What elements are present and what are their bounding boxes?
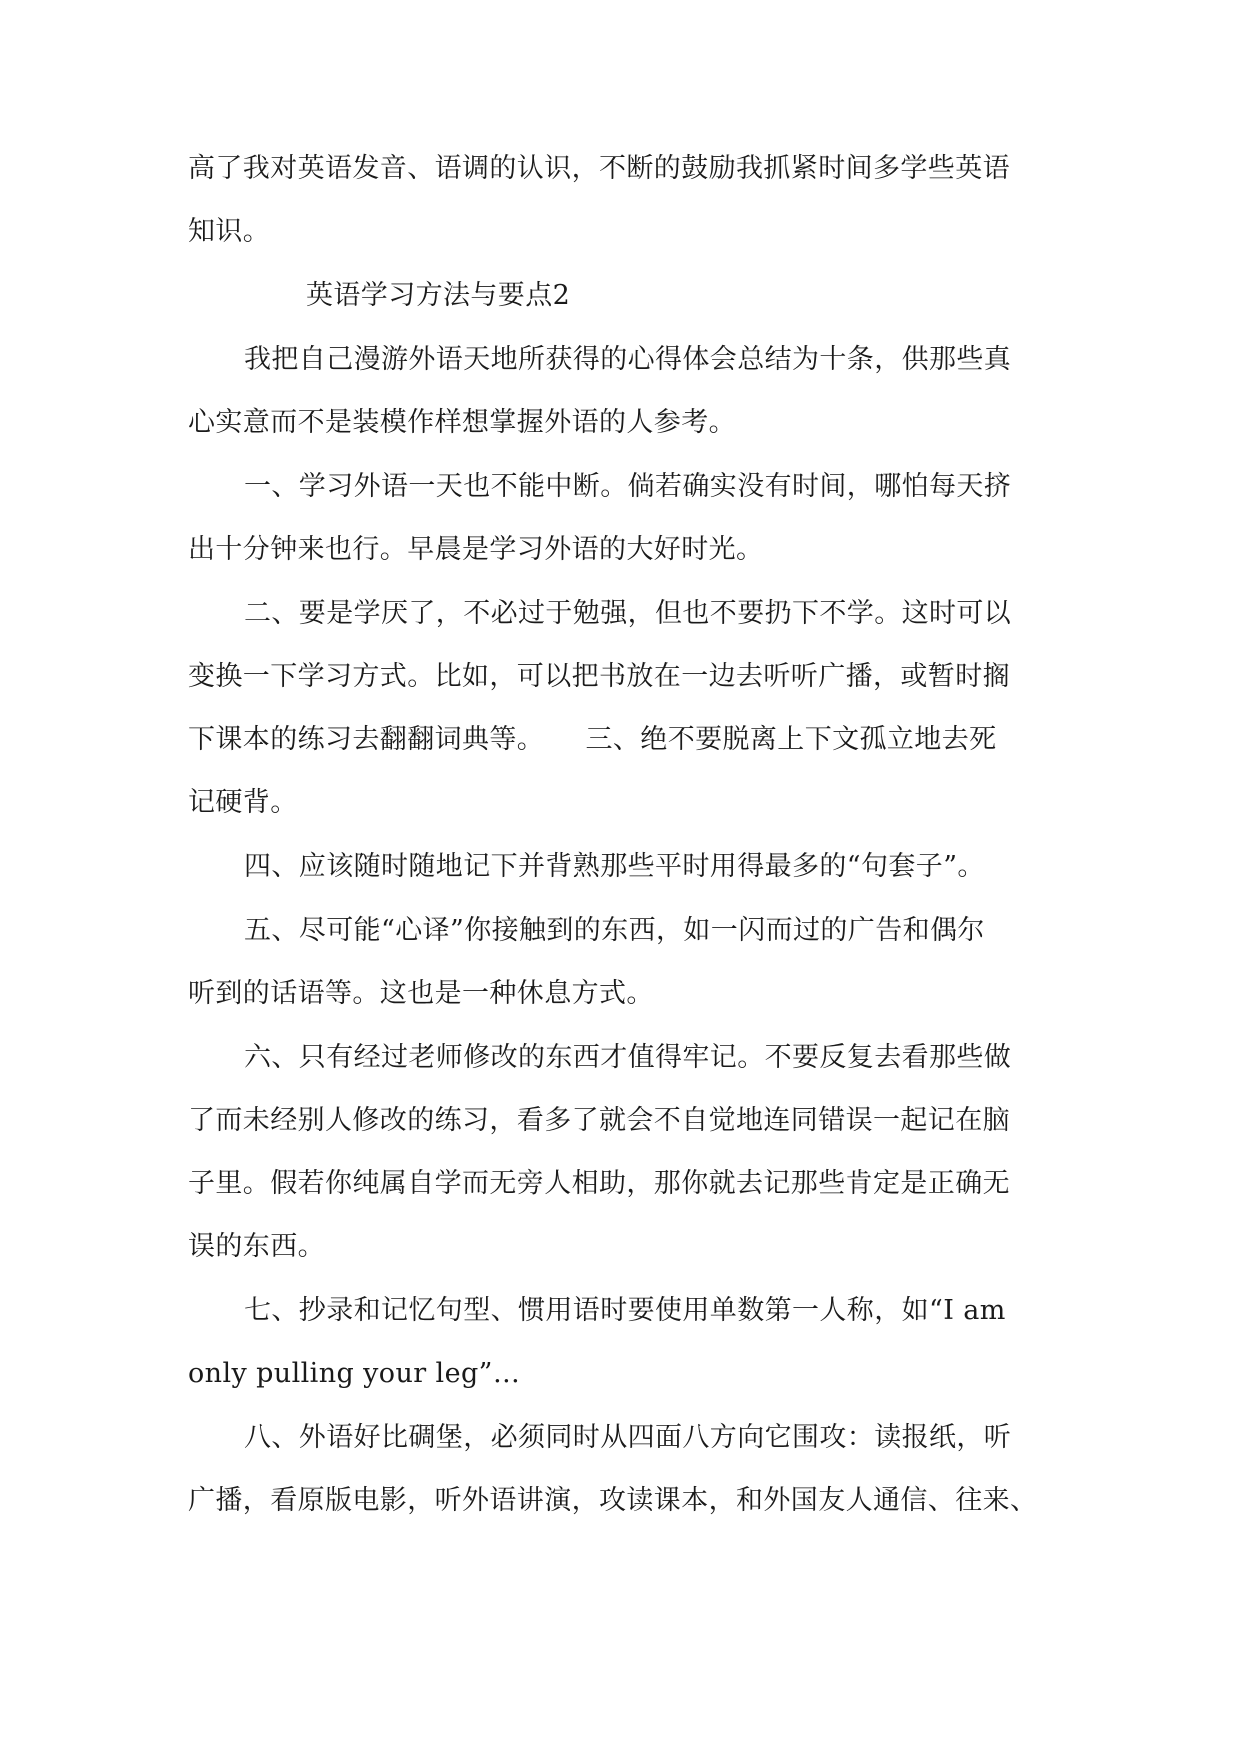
text-line: 高了我对英语发音、语调的认识，不断的鼓励我抓紧时间多学些英语: [188, 153, 1010, 184]
text-line: only pulling your leg”…: [188, 1358, 521, 1389]
paragraph-item-8: [188, 1421, 1056, 1518]
text-line: 心实意而不是装模作样想掌握外语的人参考。: [188, 407, 736, 438]
text-line: 下课本的练习去翻翻词典等。 三、绝不要脱离上下文孤立地去死: [188, 724, 997, 755]
text-line: 误的东西。: [188, 1231, 325, 1262]
heading-text: 英语学习方法与要点2: [306, 280, 571, 311]
text-line: 我把自己漫游外语天地所获得的心得体会总结为十条，供那些真: [244, 344, 1012, 375]
text-line: 广播，看原版电影，听外语讲演，攻读课本，和外国友人通信、往来、: [188, 1485, 1038, 1516]
text-line: 记硬背。: [188, 787, 298, 818]
paragraph-intro: [188, 343, 1056, 440]
text-line: 一、学习外语一天也不能中断。倘若确实没有时间，哪怕每天挤: [244, 471, 1012, 502]
text-line: 知识。: [188, 216, 271, 247]
paragraph-item-6: [188, 1041, 1056, 1264]
text-line: 子里。假若你纯属自学而无旁人相助，那你就去记那些肯定是正确无: [188, 1168, 1010, 1199]
text-line: 变换一下学习方式。比如，可以把书放在一边去听听广播，或暂时搁: [188, 661, 1010, 692]
section-heading: [188, 279, 1056, 313]
paragraph-item-4: [188, 850, 1056, 884]
text-line: 二、要是学厌了，不必过于勉强，但也不要扔下不学。这时可以: [244, 598, 1012, 629]
paragraph-item-1: [188, 470, 1056, 567]
text-line: 六、只有经过老师修改的东西才值得牢记。不要反复去看那些做: [244, 1042, 1012, 1073]
text-line: 听到的话语等。这也是一种休息方式。: [188, 978, 654, 1009]
text-line: 出十分钟来也行。早晨是学习外语的大好时光。: [188, 534, 764, 565]
paragraph-item-7: [188, 1294, 1056, 1391]
text-line: 四、应该随时随地记下并背熟那些平时用得最多的“句套子”。: [244, 851, 985, 882]
document-page: [188, 152, 1056, 1548]
text-line: 了而未经别人修改的练习，看多了就会不自觉地连同错误一起记在脑: [188, 1105, 1010, 1136]
text-line: 八、外语好比碉堡，必须同时从四面八方向它围攻：读报纸，听: [244, 1422, 1012, 1453]
text-line: 七、抄录和记忆句型、惯用语时要使用单数第一人称，如“I am: [244, 1295, 1006, 1326]
paragraph-continuation: [188, 152, 1056, 249]
paragraph-item-2: [188, 597, 1056, 820]
text-line: 五、尽可能“心译”你接触到的东西，如一闪而过的广告和偶尔: [244, 915, 985, 946]
paragraph-item-5: [188, 914, 1056, 1011]
